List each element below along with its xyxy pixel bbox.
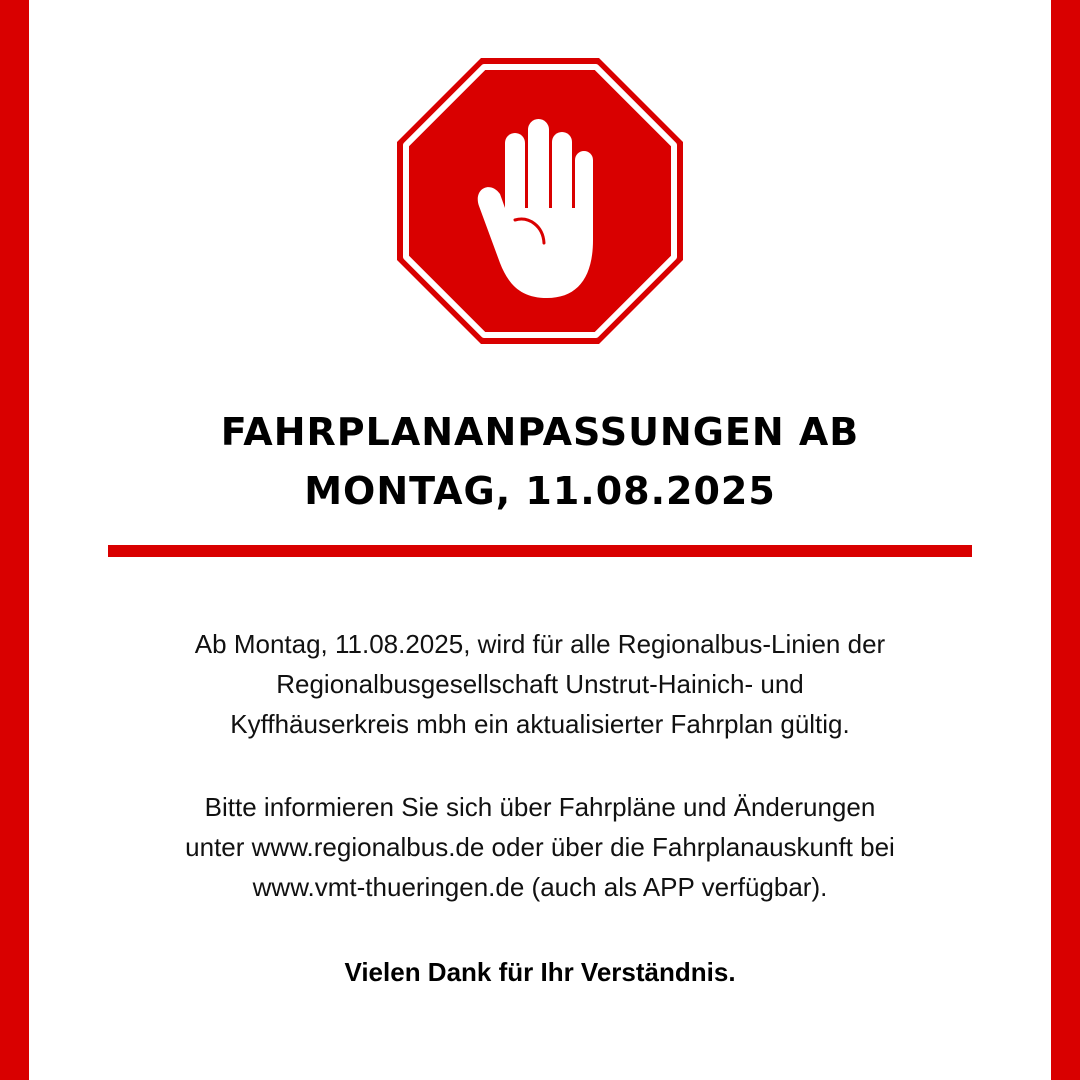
paragraph-2-line-3: www.vmt-thueringen.de (auch als APP verfügbar).	[252, 872, 828, 902]
paragraph-2-line-1: Bitte informieren Sie sich über Fahrpläne und Änderungen	[204, 792, 876, 822]
stop-hand-icon	[397, 58, 683, 344]
paragraph-2-line-2: unter www.regionalbus.de oder über die Fahrplanauskunft bei	[185, 832, 895, 862]
headline-line-2: MONTAG, 11.08.2025	[304, 469, 776, 513]
paragraph-1-line-2: Regionalbusgesellschaft Unstrut-Hainich- und	[276, 669, 804, 699]
headline	[100, 403, 980, 521]
paragraph-1-line-3: Kyffhäuserkreis mbh ein aktualisierter Fahrplan gültig.	[230, 709, 850, 739]
paragraph-schedule-change	[100, 624, 980, 744]
red-divider	[108, 545, 972, 557]
paragraph-information	[100, 787, 980, 907]
headline-line-1: FAHRPLANANPASSUNGEN AB	[220, 410, 860, 454]
paragraph-1-line-1: Ab Montag, 11.08.2025, wird für alle Regionalbus-Linien der	[194, 629, 886, 659]
left-red-border	[0, 0, 29, 1080]
right-red-border	[1051, 0, 1080, 1080]
closing-thanks: Vielen Dank für Ihr Verständnis.	[344, 957, 736, 987]
